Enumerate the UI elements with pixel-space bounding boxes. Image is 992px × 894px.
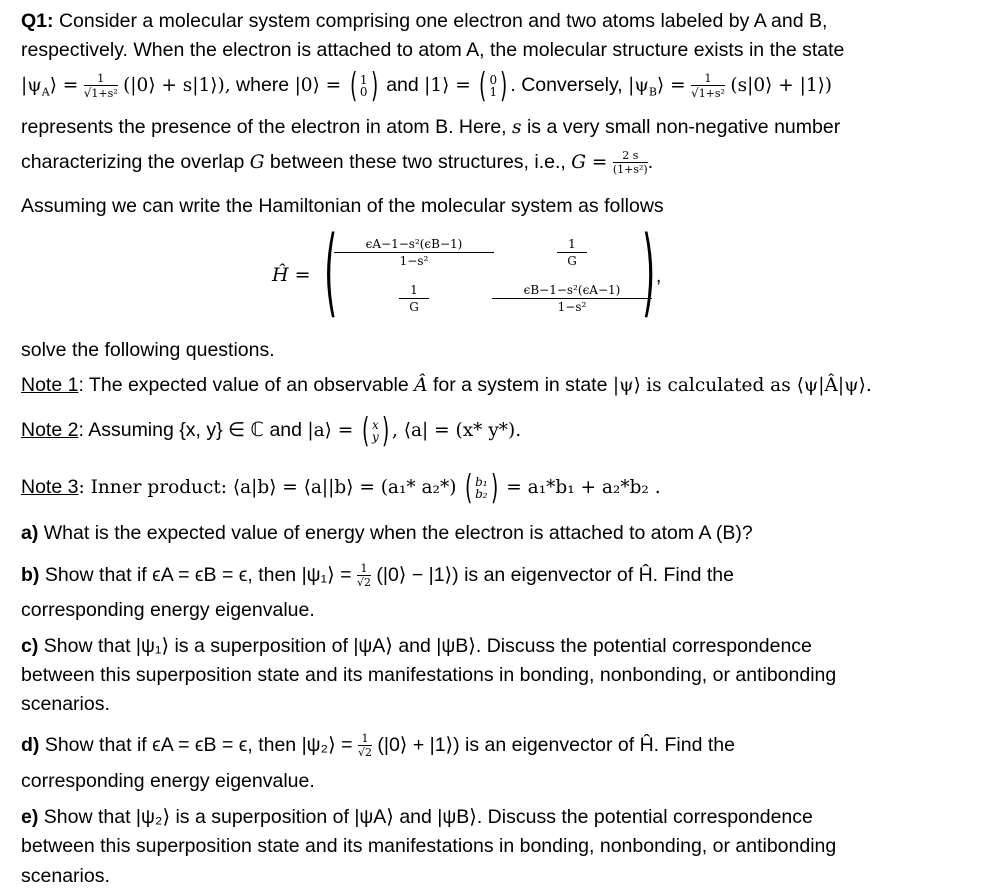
psiB-lhs: |ψ	[628, 75, 649, 97]
question-line-2: respectively. When the electron is attached to atom A, the molecular structure exists in the state	[21, 39, 845, 61]
part-c-label: c)	[21, 635, 39, 657]
question-line-4: represents the presence of the electron in atom B. Here, s is a very small non-negative number	[21, 116, 841, 138]
part-e-label: e)	[21, 806, 39, 828]
psiA-mid: ⟩ =	[49, 75, 79, 97]
question-line-3: $|\psi_A⟩$ = $\frac{1}{\text{√1+s²}}$ (|0⟩ + s|1⟩), where |0⟩ = ( 1 0) and |1⟩ = ( 0 1) . Conversely, $|\psi_B⟩$ = $\frac{1}{\text{√1+s²}}$ (s|0⟩ + |1⟩)	[21, 66, 833, 107]
psiA-lhs: |ψ	[21, 75, 42, 97]
vector-ket1: ( 0 1)	[479, 66, 508, 107]
part-e-line-2: between this superposition state and its manifestations in bonding, nonbonding, or antibonding	[21, 835, 837, 857]
matrix-a21: 1 G	[399, 284, 429, 314]
question-label: Q1:	[21, 10, 54, 32]
hamiltonian-lhs: Ĥ =	[272, 264, 311, 286]
matrix-a22: ϵB−1−s²(ϵA−1) 1−s²	[492, 284, 652, 314]
part-a-label: a)	[21, 522, 39, 544]
part-d-line-2: corresponding energy eigenvalue.	[21, 770, 315, 792]
note1-label: Note 1	[21, 374, 79, 396]
part-b: b) Show that if ϵA = ϵB = ϵ, then |ψ₁⟩ = $\frac{1}{√2}$ (|0⟩ − |1⟩) is an eigenvector of Ĥ. Find the	[21, 562, 734, 590]
and-text: and	[386, 74, 419, 97]
conversely-text: Conversely,	[521, 74, 623, 97]
matrix-a12: 1 G	[557, 238, 587, 268]
note-2: Note 2: Assuming {x, y} ∈ ℂ and |a⟩ = ( x y) , ⟨a| = (x* y*).	[21, 411, 522, 452]
question-line-6: Assuming we can write the Hamiltonian of the molecular system as follows	[21, 195, 664, 217]
psiA-rhs: (|0⟩ + s|1⟩),	[123, 75, 231, 97]
part-e-line-3: scenarios.	[21, 865, 110, 887]
note3-label: Note 3	[21, 476, 79, 498]
G-equation: G =	[571, 152, 608, 173]
note2-label: Note 2	[21, 419, 79, 441]
part-a: a) What is the expected value of energy when the electron is attached to atom A (B)?	[21, 522, 753, 544]
note-3: Note 3: Inner product: ⟨a|b⟩ = ⟨a||b⟩ = (a₁* a₂*) ( b₁ b₂) = a₁*b₁ + a₂*b₂ .	[21, 468, 661, 509]
psiB-mid: ⟩ =	[657, 75, 686, 97]
matrix-comma: ,	[656, 266, 662, 287]
part-d: d) Show that if ϵA = ϵB = ϵ, then |ψ₂⟩ = $\frac{1}{√2}$ (|0⟩ + |1⟩) is an eigenvector of Ĥ. Find the	[21, 732, 735, 760]
part-d-fraction: $\frac{1}{√2}$	[357, 732, 372, 760]
psiA-fraction: $\frac{1}{\text{√1+s²}}$	[83, 72, 118, 100]
vector-ket0: ( 1 0)	[349, 66, 378, 107]
ket1-label: |1⟩ =	[424, 75, 471, 97]
matrix-right-bracket: )	[642, 216, 656, 328]
vector-a: ( x y)	[361, 411, 390, 452]
ket0-label: |0⟩ =	[294, 75, 342, 97]
question-text: Consider a molecular system comprising one electron and two atoms labeled by A and B,	[58, 10, 828, 32]
matrix-left-bracket: (	[324, 216, 338, 328]
part-e: e) Show that |ψ₂⟩ is a superposition of |ψA⟩ and |ψB⟩. Discuss the potential correspondence	[21, 806, 813, 828]
part-b-fraction: $\frac{1}{√2}$	[356, 562, 371, 590]
psiB-fraction: $\frac{1}{\text{√1+s²}}$	[691, 72, 725, 100]
note-1: Note 1: The expected value of an observable Â for a system in state |ψ⟩ is calculated as ⟨ψ|Â|ψ⟩.	[21, 374, 872, 396]
part-b-label: b)	[21, 564, 40, 586]
intro-line: solve the following questions.	[21, 339, 275, 361]
part-c: c) Show that |ψ₁⟩ is a superposition of |ψA⟩ and |ψB⟩. Discuss the potential correspondence	[21, 635, 812, 657]
vector-b: ( b₁ b₂)	[464, 468, 498, 509]
psiB-rhs: (s|0⟩ + |1⟩)	[730, 75, 833, 97]
psiA-sub: A	[41, 85, 50, 99]
question-line-5: characterizing the overlap G between these two structures, i.e., G = $\frac{2 s}{\text{(1+s²)}}$ .	[21, 149, 654, 177]
part-c-line-2: between this superposition state and its manifestations in bonding, nonbonding, or antibonding	[21, 664, 837, 686]
part-d-label: d)	[21, 734, 40, 756]
G-fraction: $\frac{2 s}{\text{(1+s²)}}$	[612, 149, 648, 177]
matrix-a11: ϵA−1−s²(ϵB−1) 1−s²	[334, 238, 494, 268]
where-text: where	[236, 74, 290, 97]
question-line-1	[21, 9, 827, 33]
psiB-sub: B	[648, 85, 657, 99]
part-c-line-3: scenarios.	[21, 693, 110, 715]
hamiltonian-matrix	[272, 216, 672, 328]
part-b-line-2: corresponding energy eigenvalue.	[21, 599, 315, 621]
